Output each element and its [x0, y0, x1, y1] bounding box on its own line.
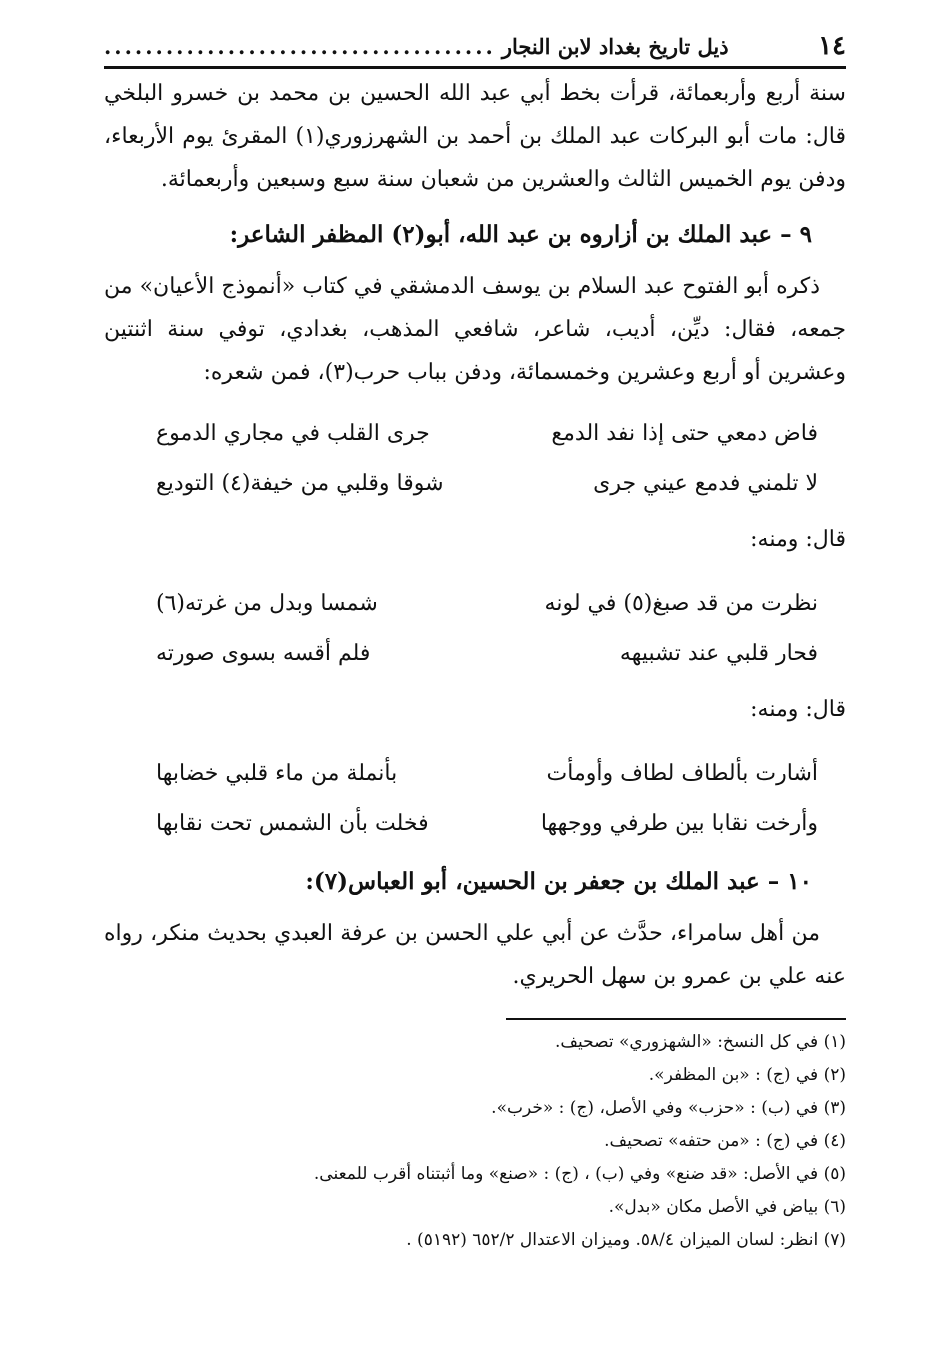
page-number: ١٤: [818, 31, 846, 61]
second-hemistich: شوقا وقلبي من خيفة(٤) التوديع: [156, 470, 444, 496]
verse-line: [104, 798, 846, 848]
second-hemistich: فلم أقسه بسوى صورته: [156, 640, 371, 666]
footnotes: [104, 1026, 846, 1257]
first-hemistich: أشارت بألطاف لطاف وأومأت: [546, 760, 818, 786]
second-hemistich: جرى القلب في مجاري الدموع: [156, 420, 430, 446]
leader-dots: ......................................: [104, 33, 496, 59]
first-hemistich: نظرت من قد صبغ(٥) في لونه: [544, 590, 818, 616]
running-title-group: [104, 34, 729, 59]
verse-line: [104, 748, 846, 798]
footnote: (٢) في (ج) : «بن المظفر».: [648, 1065, 846, 1085]
footnote: (٣) في (ب) : «حزب» وفي الأصل، (ج) : «خرب».: [491, 1098, 846, 1118]
page-content: [104, 72, 846, 1257]
running-title: ذيل تاريخ بغداد لابن النجار: [501, 33, 729, 59]
paragraph-1: سنة أربع وأربعمائة، قرأت بخط أبي عبد الله الحسين بن محمد بن خسرو البلخي قال: مات أبو البركات عبد الملك بن أحمد بن الشهرزوري(١) المقرئ يوم الأربعاء، ودفن يوم الخميس الثالث والعشرين من شعبان سنة سبع وسبعين وأربعمائة.: [104, 81, 846, 192]
verse-line: [104, 408, 846, 458]
footnote: (٤) في (ج) : «من حتفه» تصحيف.: [604, 1131, 846, 1151]
footnote: (٦) بياض في الأصل مكان «بدل».: [608, 1197, 846, 1217]
footnote-rule: [506, 1018, 846, 1020]
poem-3: [104, 748, 846, 848]
page-header: [104, 26, 846, 69]
verse-line: [104, 628, 846, 678]
footnote: (٧) انظر: لسان الميزان ٥٨/٤. وميزان الاعتدال ٦٥٢/٢ (٥١٩٢) .: [406, 1230, 846, 1250]
first-hemistich: فاض دمعي حتى إذا نفد الدمع: [551, 420, 818, 446]
paragraph-2: ذكره أبو الفتوح عبد السلام بن يوسف الدمشقي في كتاب «أنموذج الأعيان» من جمعه، فقال: ديِّن، أديب، شاعر، شافعي المذهب، بغدادي، توفي سنة اثنتين وعشرين أو أربع وعشرين وخمسمائة، ودفن بباب حرب(٣)، فمن شعره:: [104, 274, 846, 385]
entry-heading-9: ٩ – عبد الملك بن أزاروه بن عبد الله، أبو(٢) المظفر الشاعر:: [229, 221, 812, 248]
second-hemistich: بأنملة من ماء قلبي خضابها: [156, 760, 398, 786]
first-hemistich: فحار قلبي عند تشبيهه: [619, 640, 818, 666]
poem-1: [104, 408, 846, 508]
first-hemistich: لا تلمني فدمع عيني جرى: [593, 470, 818, 496]
entry-heading-10: ١٠ – عبد الملك بن جعفر بن الحسين، أبو العباس(٧):: [305, 868, 812, 895]
quote-intro-1: قال: ومنه:: [750, 527, 846, 552]
poem-2: [104, 578, 846, 678]
second-hemistich: فخلت بأن الشمس تحت نقابها: [156, 810, 429, 836]
verse-line: [104, 578, 846, 628]
paragraph-3: من أهل سامراء، حدَّث عن أبي علي الحسن بن عرفة العبدي بحديث منكر، رواه عنه علي بن عمرو بن سهل الحريري.: [104, 921, 846, 989]
footnote: (٥) في الأصل: «قد ضنع» وفي (ب) ، (ج) : «صنع» وما أثبتناه أقرب للمعنى.: [313, 1164, 846, 1184]
quote-intro-2: قال: ومنه:: [750, 697, 846, 722]
footnote: (١) في كل النسخ: «الشهزوري» تصحيف.: [555, 1032, 846, 1052]
second-hemistich: شمسا وبدل من غرته(٦): [156, 590, 378, 616]
verse-line: [104, 458, 846, 508]
first-hemistich: وأرخت نقابا بين طرفي ووجهها: [540, 810, 818, 836]
